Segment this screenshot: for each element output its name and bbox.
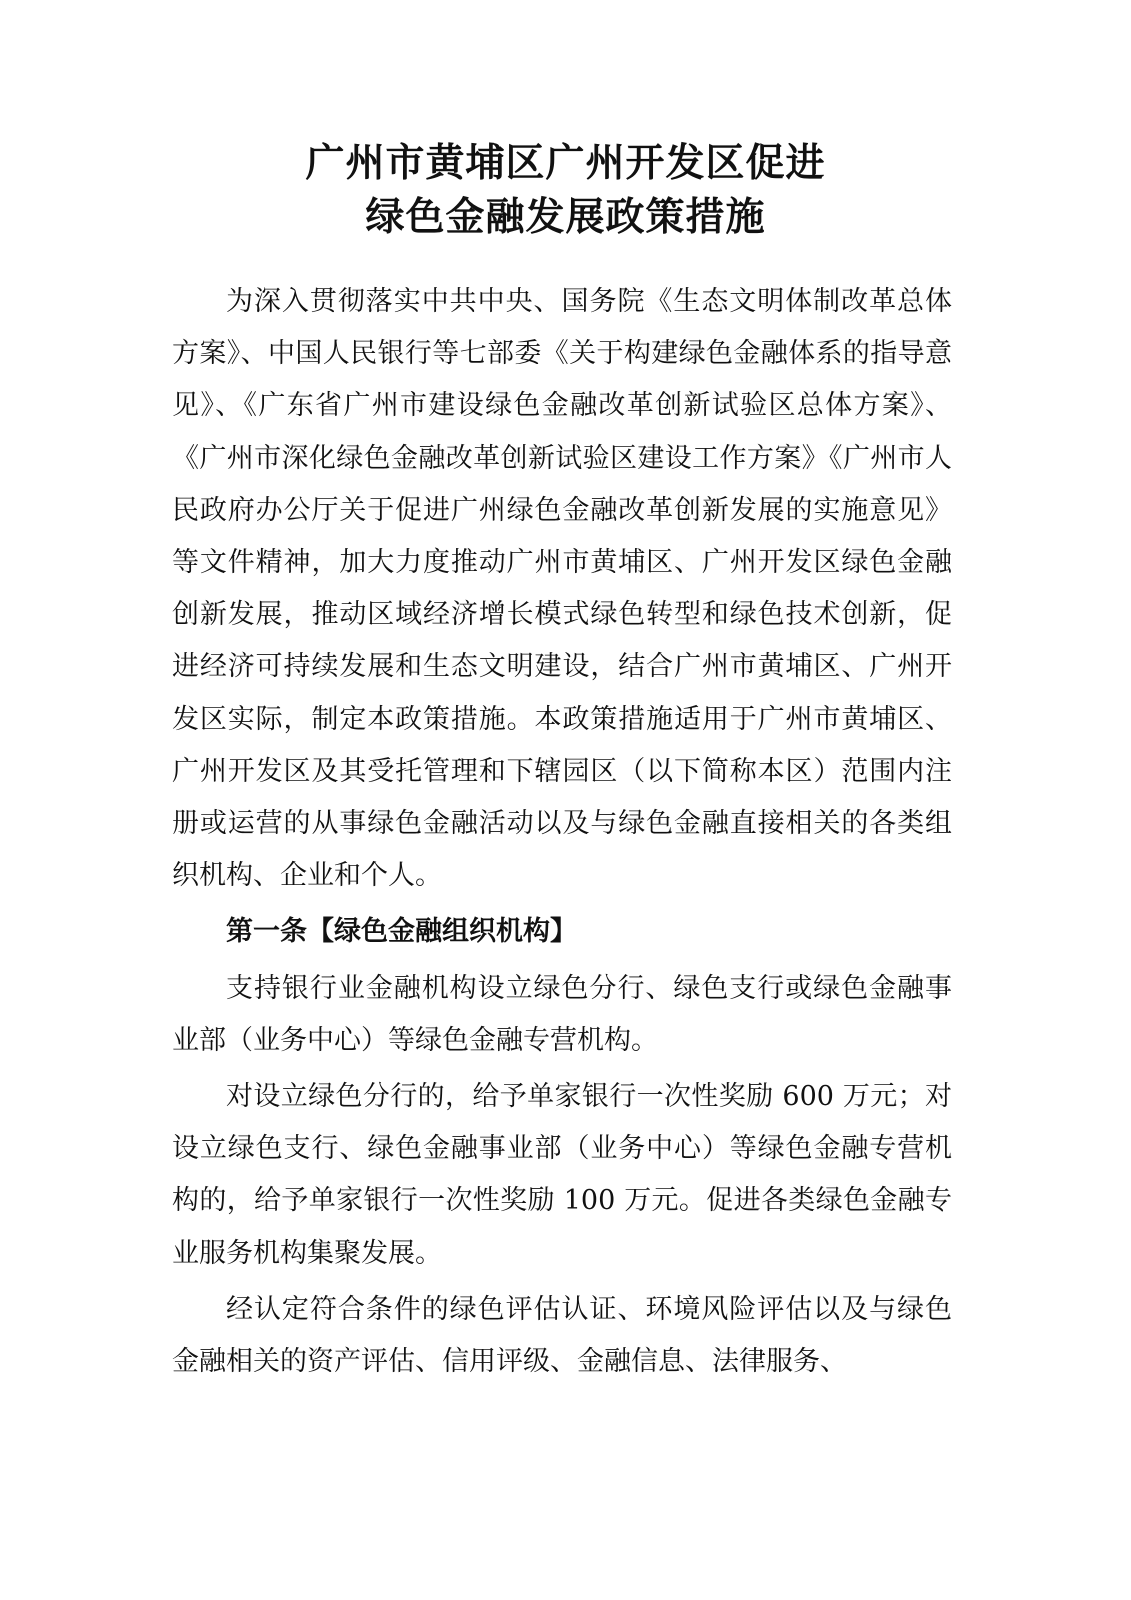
body-paragraph: 对设立绿色分行的，给予单家银行一次性奖励 600 万元；对设立绿色支行、绿色金融事业部（业务中心）等绿色金融专营机构的，给予单家银行一次性奖励 100 万元。促进各类绿色金融专业服务机构集聚发展。 xyxy=(172,1081,952,1269)
preamble-paragraph: 为深入贯彻落实中共中央、国务院《生态文明体制改革总体方案》、中国人民银行等七部委《关于构建绿色金融体系的指导意见》、《广东省广州市建设绿色金融改革创新试验区总体方案》、《广州市深化绿色金融改革创新试验区建设工作方案》《广州市人民政府办公厅关于促进广州绿色金融改革创新发展的实施意见》等文件精神，加大力度推动广州市黄埔区、广州开发区绿色金融创新发展，推动区域经济增长模式绿色转型和绿色技术创新，促进经济可持续发展和生态文明建设，结合广州市黄埔区、广州开发区实际，制定本政策措施。本政策措施适用于广州市黄埔区、广州开发区及其受托管理和下辖园区（以下简称本区）范围内注册或运营的从事绿色金融活动以及与绿色金融直接相关的各类组织机构、企业和个人。 xyxy=(172,286,952,892)
title-line-2: 绿色金融发展政策措施 xyxy=(365,194,766,240)
body-paragraph: 支持银行业金融机构设立绿色分行、绿色支行或绿色金融事业部（业务中心）等绿色金融专营机构。 xyxy=(172,972,952,1056)
document-title xyxy=(0,136,1131,244)
article-heading: 第一条【绿色金融组织机构】 xyxy=(226,916,577,948)
body-paragraph: 经认定符合条件的绿色评估认证、环境风险评估以及与绿色金融相关的资产评估、信用评级、金融信息、法律服务、 xyxy=(172,1293,952,1378)
title-line-1: 广州市黄埔区广州开发区促进 xyxy=(305,140,826,186)
document-body xyxy=(172,276,952,1392)
